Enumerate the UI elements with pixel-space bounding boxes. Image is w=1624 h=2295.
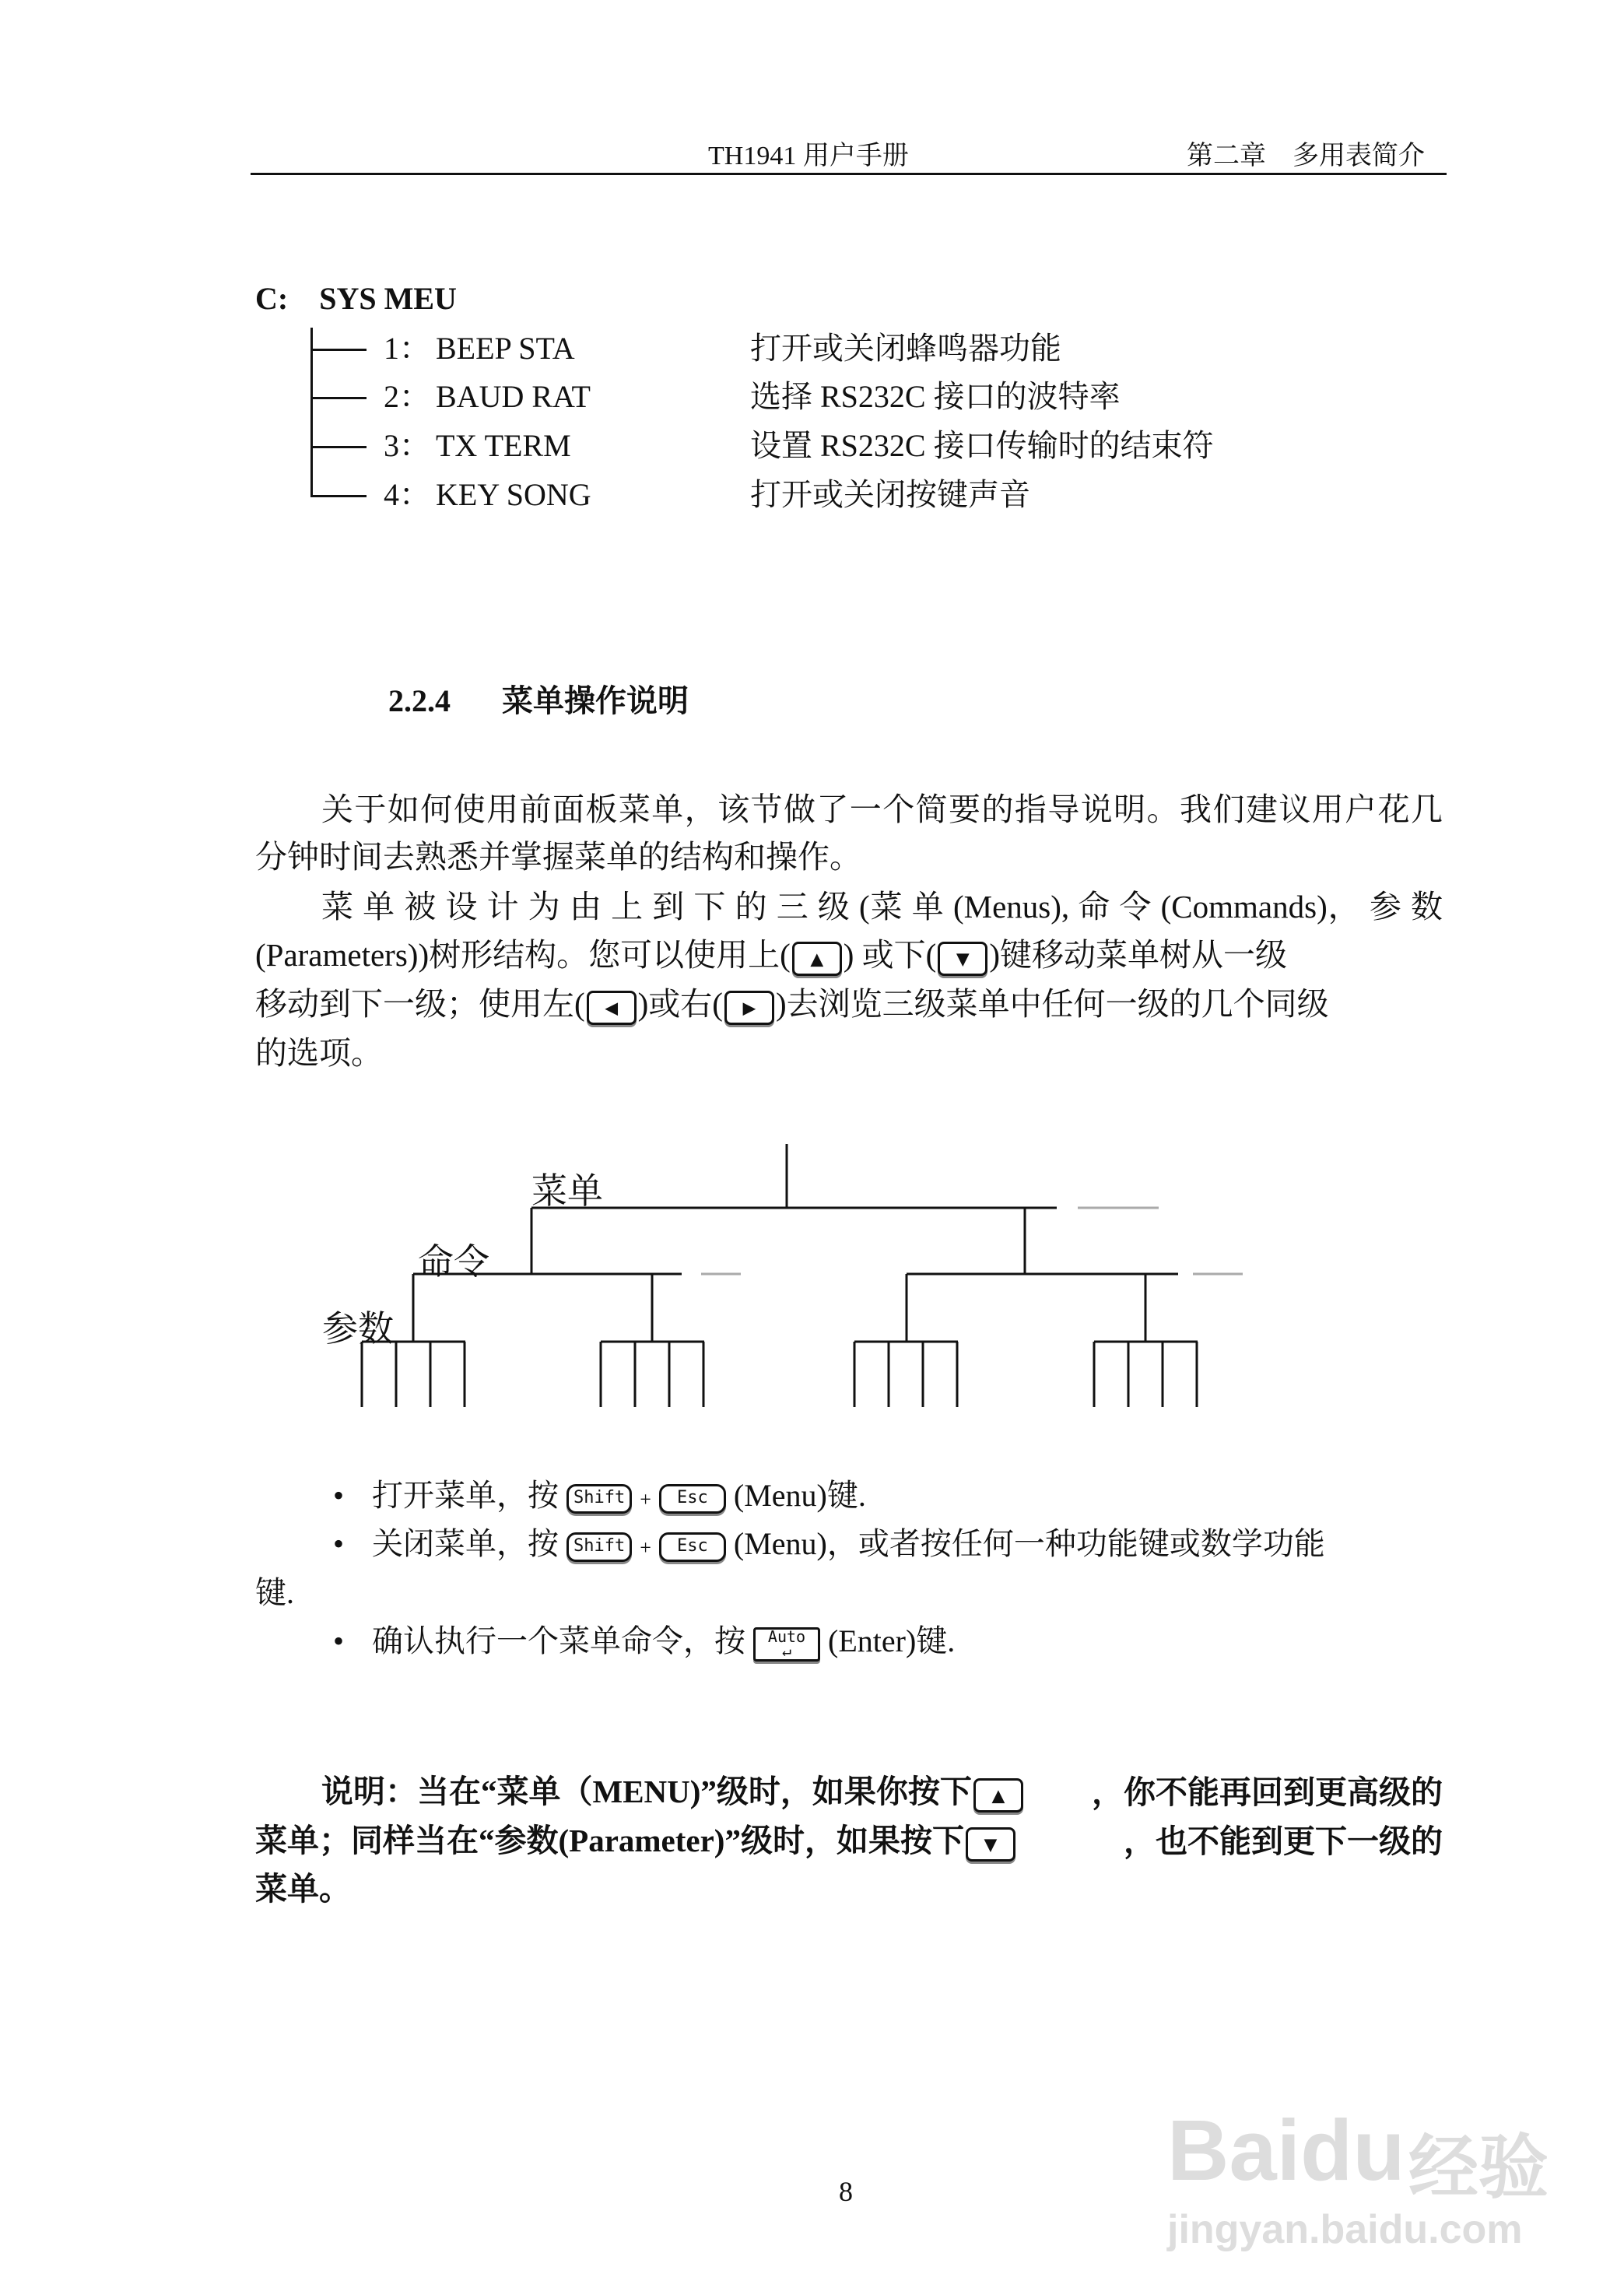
bullet-dot: • (333, 1526, 345, 1561)
item-number: 1： (384, 331, 430, 366)
header-manual-title: TH1941 用户手册 (708, 142, 909, 170)
paragraph-line: 分钟时间去熟悉并掌握菜单的结构和操作。 (255, 839, 861, 875)
item-desc: 打开或关闭按键声音 (750, 477, 1030, 512)
section-number: 2.2.4 (388, 683, 451, 718)
down-arrow-key-icon: ▼ (938, 942, 987, 976)
item-name: BEEP STA (436, 331, 575, 366)
up-arrow-key-icon: ▲ (792, 942, 842, 976)
text: 移动到下一级；使用左( (255, 986, 585, 1022)
item-name: TX TERM (436, 428, 571, 463)
page-number: 8 (839, 2176, 853, 2207)
text: 打开菜单，按 (372, 1478, 559, 1513)
paragraph-line: 关于如何使用前面板菜单，该节做了一个简要的指导说明。我们建议用户花几 (321, 791, 1443, 827)
key-label: Auto (767, 1627, 806, 1646)
note-line (255, 1821, 1443, 1862)
item-desc: 选择 RS232C 接口的波特率 (750, 379, 1121, 414)
watermark-brand: Baidu (1167, 2103, 1405, 2198)
text: (Parameters))树形结构。您可以使用上( (255, 937, 791, 973)
item-desc: 打开或关闭蜂鸣器功能 (750, 331, 1061, 366)
auto-enter-key-icon (753, 1627, 820, 1662)
shift-key-icon: Shift (566, 1532, 632, 1562)
header-chapter: 第二章 多用表简介 (1187, 142, 1425, 170)
diagram-label-command: 命令 (418, 1242, 489, 1282)
item-number: 3： (384, 428, 430, 463)
item-number: 4： (384, 477, 430, 512)
text: )去浏览三级菜单中任何一级的几个同级 (775, 986, 1329, 1022)
text: (Enter)键. (828, 1623, 956, 1658)
left-arrow-key-icon: ◀ (587, 991, 637, 1025)
shift-key-icon: Shift (566, 1484, 632, 1514)
watermark-product: 经验 (1408, 2129, 1549, 2207)
text: )键移动菜单树从一级 (989, 937, 1287, 973)
text: (Menu)，或者按任何一种功能键或数学功能 (733, 1526, 1325, 1561)
bullet-dot: • (333, 1478, 345, 1513)
down-arrow-key-icon: ▼ (966, 1827, 1015, 1862)
text: 关闭菜单，按 (372, 1526, 559, 1561)
bullet-item (372, 1623, 955, 1662)
text: ，你不能再回到更高级的 (1092, 1774, 1443, 1810)
text: 说明：当在“菜单（MENU)”级时，如果你按下 (321, 1774, 972, 1809)
bullet-item (372, 1477, 866, 1518)
text: ) 或下( (843, 937, 937, 973)
text: ，也不能到更下一级的 (1124, 1823, 1443, 1859)
section-title: 菜单操作说明 (502, 683, 689, 718)
sys-menu-title: C: SYS MEU (255, 281, 457, 316)
plus: + (640, 1488, 651, 1511)
text: )或右( (637, 986, 723, 1022)
text: 确认执行一个菜单命令，按 (372, 1623, 745, 1658)
paragraph-line: 菜 单 被 设 计 为 由 上 到 下 的 三 级 (菜 单 (Menus), 命 令 (Commands)， 参 数 (321, 889, 1443, 925)
item-number: 2： (384, 379, 430, 414)
esc-key-icon: Esc (659, 1484, 726, 1514)
watermark-url: jingyan.baidu.com (1167, 2207, 1523, 2252)
paragraph-line: 的选项。 (255, 1035, 383, 1071)
item-name: BAUD RAT (436, 379, 591, 414)
text: 菜单；同样当在“参数(Parameter)”级时，如果按下 (255, 1823, 964, 1858)
diagram-label-menu: 菜单 (531, 1171, 603, 1211)
text: (Menu)键. (733, 1478, 866, 1513)
item-name: KEY SONG (436, 477, 591, 512)
bullet-continuation: 键. (255, 1575, 294, 1610)
bullet-item (372, 1525, 1325, 1567)
right-arrow-key-icon: ▶ (724, 991, 774, 1025)
enter-arrow-icon: ↵ (781, 1641, 792, 1660)
esc-key-icon: Esc (659, 1532, 726, 1562)
diagram-label-parameter: 参数 (322, 1309, 394, 1349)
bullet-dot: • (333, 1623, 345, 1658)
note-line: 菜单。 (255, 1871, 351, 1907)
note-line (255, 1772, 1443, 1812)
up-arrow-key-icon: ▲ (973, 1778, 1023, 1812)
item-desc: 设置 RS232C 接口传输时的结束符 (750, 428, 1214, 463)
plus: + (640, 1536, 651, 1559)
